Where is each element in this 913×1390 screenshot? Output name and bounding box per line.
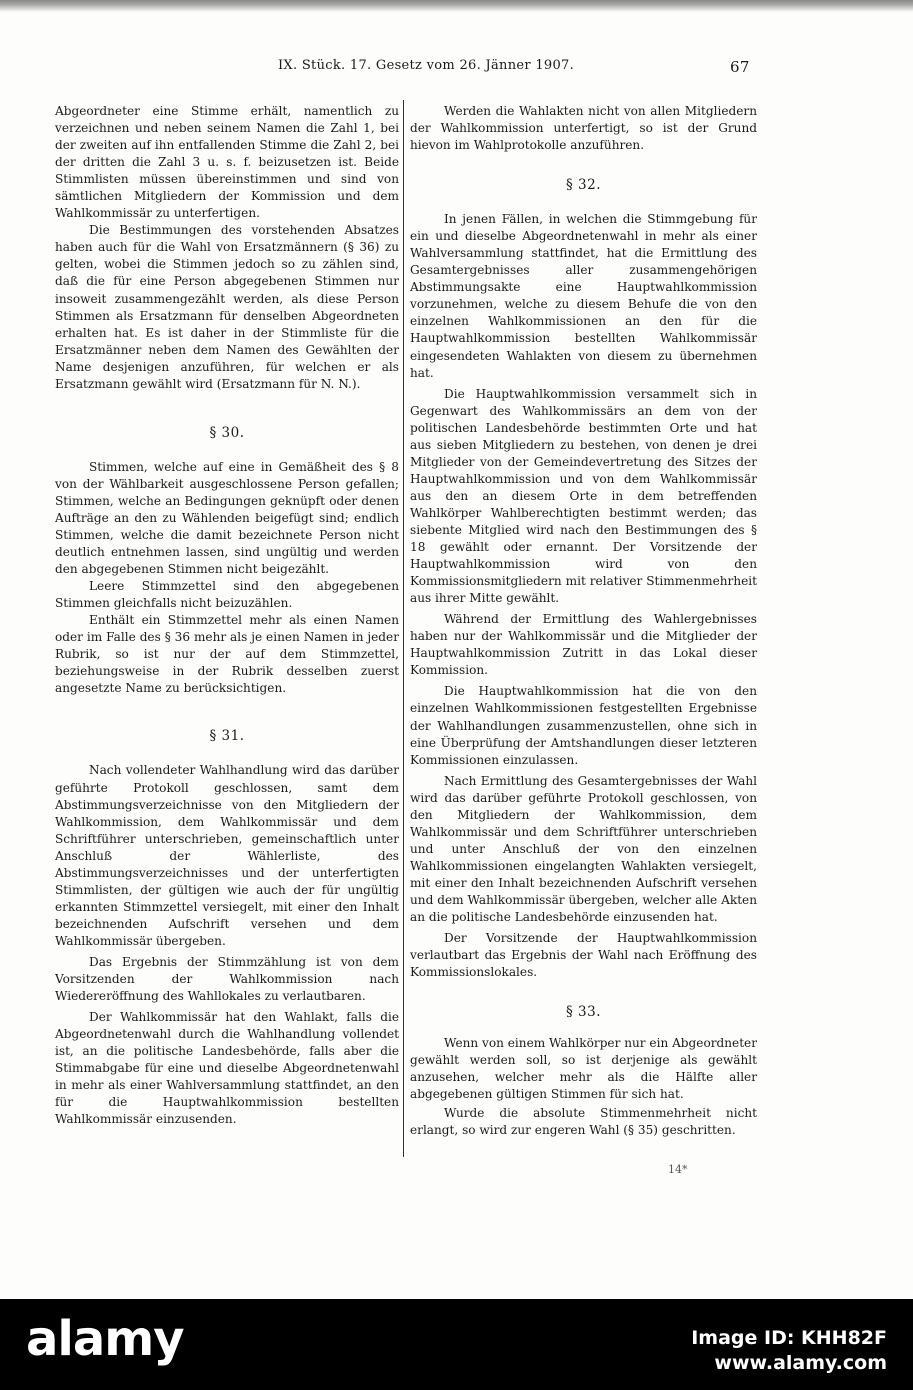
section-heading-33: § 33. xyxy=(565,1004,601,1021)
running-head xyxy=(0,58,913,80)
paragraph: Abgeordneter eine Stimme erhält, namentlich zu verzeichnen und neben seinem Namen die Zahl 1, bei der zweiten auf ihn entfallenden Stimme die Zahl 2, bei der dritten die Zahl 3 u. s. f. beizusetzen ist. Beide Stimmlisten müssen übereinstimmen und sind von sämtlichen Mitgliedern der Kommission und dem Wahlkommissär zu unterfertigen. xyxy=(55,104,399,221)
column-divider xyxy=(403,100,404,1157)
paragraph: Stimmen, welche auf eine in Gemäßheit des § 8 von der Wählbarkeit ausgeschlossene Person gefallen; Stimmen, welche an Bedingungen geknüpft oder denen Aufträge an den zu Wählenden beigefügt sind; endlich Stimmen, welche die damit bezeichnete Person nicht deutlich entnehmen lassen, sind ungültig und werden den abgegebenen Stimmen nicht beigezählt. xyxy=(55,459,399,577)
paragraph: Leere Stimmzettel sind den abgegebenen Stimmen gleichfalls nicht beizuzählen. xyxy=(55,579,399,611)
running-head-title: IX. Stück. 17. Gesetz vom 26. Jänner 1907. xyxy=(278,58,575,73)
section-heading-31: § 31. xyxy=(209,728,245,745)
paragraph: Der Wahlkommissär hat den Wahlakt, falls die Abgeordnetenwahl durch die Wahlhandlung vollendet ist, an die politische Landesbehörde, falls aber die Stimmabgabe für eine und dieselbe Abgeordnetenwahl in mehr als einer Wahlversammlung stattfindet, an den für die Hauptwahlkommission bestellten Wahlkommissär einzusenden. xyxy=(55,1010,399,1127)
page-number: 67 xyxy=(730,58,750,76)
paragraph: Die Bestimmungen des vorstehenden Absatzes haben auch für die Wahl von Ersatzmännern (§ 36) zu gelten, wobei die Stimmen jedoch so zu zählen sind, daß die für eine Person abgegebenen Stimmen nur insoweit zusammengezählt werden, als diese Person Stimmen als Ersatzmann für denselben Abgeordneten erhalten hat. Es ist daher in der Stimmliste für die Ersatzmänner neben dem Namen des Gewählten der Name desjenigen anzuführen, für welchen er als Ersatzmann gewählt wird (Ersatzmann für N. N.). xyxy=(55,223,399,391)
section-heading-32: § 32. xyxy=(565,177,601,194)
paragraph: Das Ergebnis der Stimmzählung ist von dem Vorsitzenden der Wahlkommission nach Wiedereröffnung des Wahllokales zu verlautbaren. xyxy=(55,954,399,1004)
paragraph: In jenen Fällen, in welchen die Stimmgebung für ein und dieselbe Abgeordnetenwahl in mehr als einer Wahlversammlung stattfindet, hat die Ermittlung des Gesamtergebnisses aller zusammengehörigen Abstimmungsakte eine Hauptwahlkommission vorzunehmen, welche zu diesem Behufe die von den einzelnen Wahlkommissionen an den für die Hauptwahlkommission bestellten Wahlkommissär eingesendeten Wahlakten von diesem zu übernehmen hat. xyxy=(410,212,757,380)
paragraph: Enthält ein Stimmzettel mehr als einen Namen oder im Falle des § 36 mehr als je einen Namen in jeder Rubrik, so ist nur der auf dem Stimmzettel, beziehungsweise in der Rubrik desselben zuerst angesetzte Name zu berücksichtigen. xyxy=(55,613,399,696)
left-column xyxy=(55,103,399,1128)
paragraph: Nach Ermittlung des Gesamtergebnisses der Wahl wird das darüber geführte Protokoll geschlossen, von den Mitgliedern der Wahlkommission, dem Wahlkommissär und dem Schriftführer unterschrieben und unter Anschluß der von den einzelnen Wahlkommissionen eingelangten Wahlakten versiegelt, mit einer den Inhalt bezeichnenden Aufschrift versehen und dem Wahlkommissär übergeben, welcher alle Akten an die politische Landesbehörde einzusenden hat. xyxy=(410,773,757,925)
site-url: www.alamy.com xyxy=(714,1352,887,1374)
paragraph: Werden die Wahlakten nicht von allen Mitgliedern der Wahlkommission unterfertigt, so ist der Grund hievon im Wahlprotokolle anzuführen. xyxy=(410,104,757,153)
image-id: Image ID: KHH82F xyxy=(691,1327,887,1349)
paragraph: Nach vollendeter Wahlhandlung wird das darüber geführte Protokoll geschlossen, samt dem Abstimmungsverzeichnisse von den Mitgliedern der Wahlkommission, dem Wahlkommissär und dem Schriftführer unterschrieben, gemeinschaftlich unter Anschluß der Wählerliste, des Abstimmungsverzeichnisses und der unterfertigten Stimmlisten, der gültigen wie auch der für ungültig erkannten Stimmzettel versiegelt, mit einer den Inhalt bezeichnenden Aufschrift versehen und dem Wahlkommissär übergeben. xyxy=(55,763,399,948)
paragraph: Die Hauptwahlkommission versammelt sich in Gegenwart des Wahlkommissärs an dem von der politischen Landesbehörde bestimmten Orte und hat aus sieben Mitgliedern zu bestehen, von denen je drei Mitglieder von der Gemeindevertretung des Sitzes der Hauptwahlkommission und von dem Wahlkommissär aus den an diesem Orte in dem betreffenden Wahlkörper Wahlberechtigten bestimmt werden; das siebente Mitglied wird nach den Bestimmungen des § 18 gewählt oder ernannt. Der Vorsitzende der Hauptwahlkommission wird von den Kommissionsmitgliedern mit relativer Stimmenmehrheit aus ihrer Mitte gewählt. xyxy=(410,386,757,606)
paragraph: Während der Ermittlung des Wahlergebnisses haben nur der Wahlkommissär und die Mitglieder der Hauptwahlkommission Zutritt in das Lokal dieser Kommission. xyxy=(410,612,757,678)
signature-mark: 14* xyxy=(668,1163,688,1176)
stock-watermark-bar xyxy=(0,1299,913,1390)
paragraph: Die Hauptwahlkommission hat die von den einzelnen Wahlkommissionen festgestellten Ergebnisse der Wahlhandlungen zusammenzustellen, ohne sich in eine Überprüfung der Amtshandlungen dieser letzteren Kommissionen einzulassen. xyxy=(410,684,757,767)
paragraph: Wurde die absolute Stimmenmehrheit nicht erlangt, so wird zur engeren Wahl (§ 35) geschritten. xyxy=(410,1106,757,1138)
section-heading-30: § 30. xyxy=(209,424,245,441)
right-column xyxy=(410,103,757,1139)
alamy-logo: alamy xyxy=(26,1311,184,1367)
scan-edge xyxy=(0,0,913,12)
paragraph: Wenn von einem Wahlkörper nur ein Abgeordneter gewählt werden soll, so ist derjenige als gewählt anzusehen, welcher mehr als die Hälfte aller abgegebenen gültigen Stimmen für sich hat. xyxy=(410,1036,757,1102)
paragraph: Der Vorsitzende der Hauptwahlkommission verlautbart das Ergebnis der Wahl nach Eröffnung des Kommissionslokales. xyxy=(410,931,757,980)
